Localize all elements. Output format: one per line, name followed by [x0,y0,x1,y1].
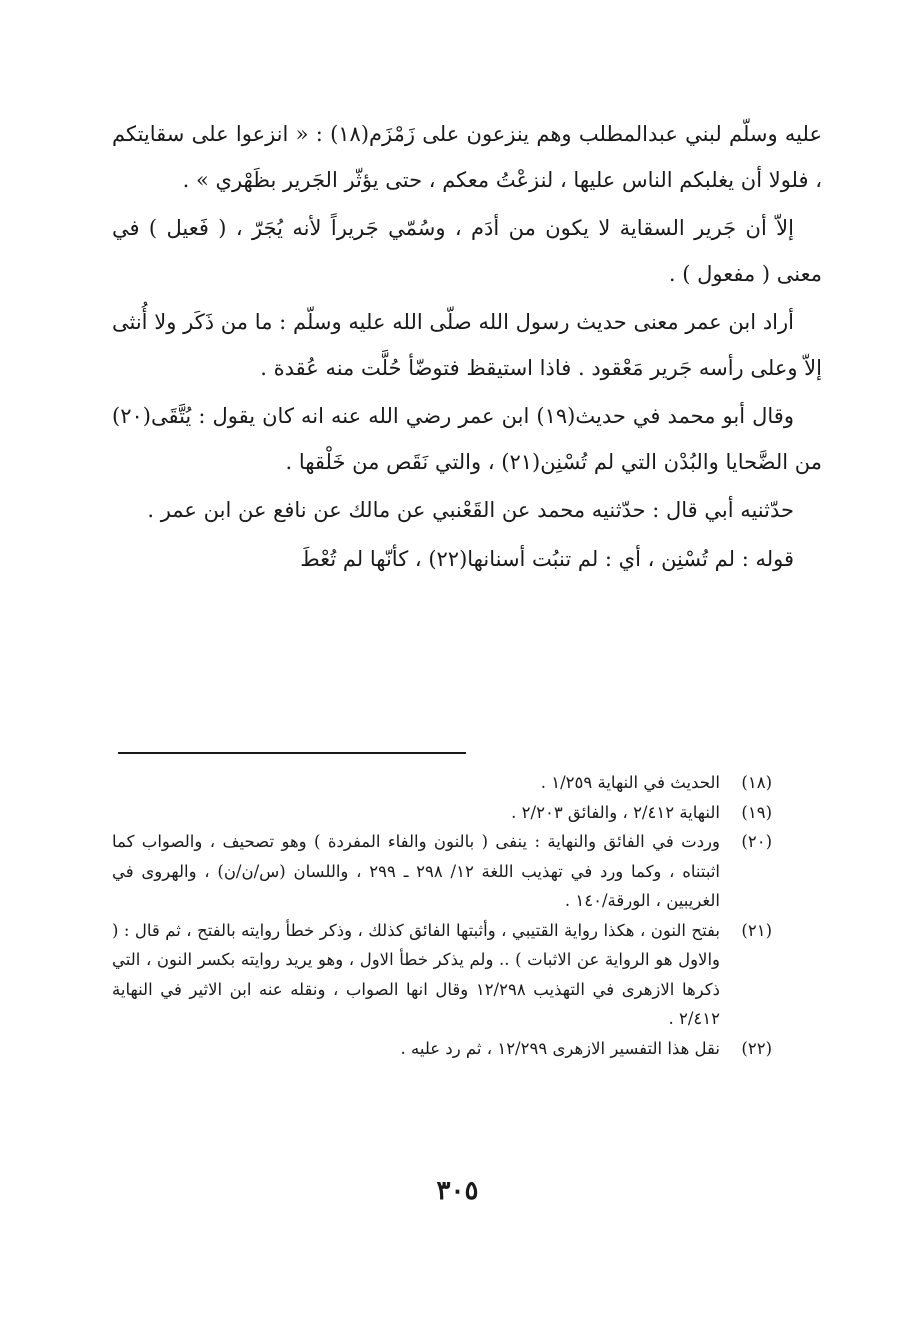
footnote-text: النهاية ٢/٤١٢ ، والفائق ٢/٢٠٣ . [511,802,720,822]
footnote-item [112,798,772,828]
footnote-divider [118,752,466,754]
footnote-item [112,827,772,916]
footnote-number: (٢٠) [741,832,772,851]
footnote-item [112,768,772,798]
footnotes [112,768,772,1063]
paragraph-1: عليه وسلّم لبني عبدالمطلب وهم ينزعون على زَمْزَم(١٨) : « انزعوا على سقايتكم ، فلولا أن يغلبكم الناس عليها ، لنزعْتُ معكم ، حتى يؤثّر الجَرير بظَهْري » . [112,122,822,192]
footnote-number: (٢٢) [741,1038,772,1058]
footnote-text: الحديث في النهاية ١/٢٥٩ . [540,773,720,792]
footnote-number: (١٩) [741,802,772,822]
footnote-text: وردت في الفائق والنهاية : ينفى ( بالنون والفاء المفردة ) وهو تصحيف ، والصواب كما اثبتناه ، وكما ورد في تهذيب اللغة ١٢/ ٢٩٨ ـ ٢٩٩ ، واللسان (س/ن/ن) ، والهروى في الغريبين ، الورقة/١٤٠ . [112,832,721,910]
footnote-number: (١٨) [741,773,772,792]
paragraph-6: قوله : لم تُسْنِن ، أي : لم تنبُت أسنانها(٢٢) ، كأنّها لم تُعْطَ [300,546,794,571]
footnote-item [112,916,772,1034]
paragraph-5: حدّثنيه أبي قال : حدّثنيه محمد عن القَعْنبي عن مالك عن نافع عن ابن عمر . [147,498,794,522]
paragraph-4: وقال أبو محمد في حديث(١٩) ابن عمر رضي الله عنه انه كان يقول : يُتَّقَى(٢٠) من الضَّحايا والبُدْن التي لم تُسْنِن(٢١) ، والتي نَقَص من خَلْقها . [112,404,822,474]
main-text [112,112,822,585]
paragraph-2: إلاّ أن جَرير السقاية لا يكون من أدَم ، وسُمّي جَريراً لأنه يُجَرّ ، ( فَعيل ) في معنى ( مفعول ) . [112,216,822,286]
page-number: ٣٠٥ [436,1176,479,1206]
footnote-text: بفتح النون ، هكذا رواية القتيبي ، وأثبتها الفائق كذلك ، وذكر خطأ روايته بالفتح ، ثم قال : ( والاول هو الرواية عن الاثبات ) .. ولم يذكر خطأ الاول ، وهو يريد روايته بكسر النون ، التي ذكرها الازهرى في التهذيب ١٢/٢٩٨ وقال انها الصواب ، ونقله عنه ابن الاثير في النهاية ٢/٤١٢ . [112,920,720,1028]
paragraph-3: أراد ابن عمر معنى حديث رسول الله صلّى الله عليه وسلّم : ما من ذَكَر ولا أُنثى إلاّ وعلى رأسه جَرير مَعْقود . فاذا استيقظ فتوضّأ حُلَّت منه عُقدة . [112,310,822,380]
footnote-number: (٢١) [741,920,772,940]
footnote-text: نقل هذا التفسير الازهرى ١٢/٢٩٩ ، ثم رد عليه . [400,1038,720,1058]
footnote-item [112,1034,772,1064]
